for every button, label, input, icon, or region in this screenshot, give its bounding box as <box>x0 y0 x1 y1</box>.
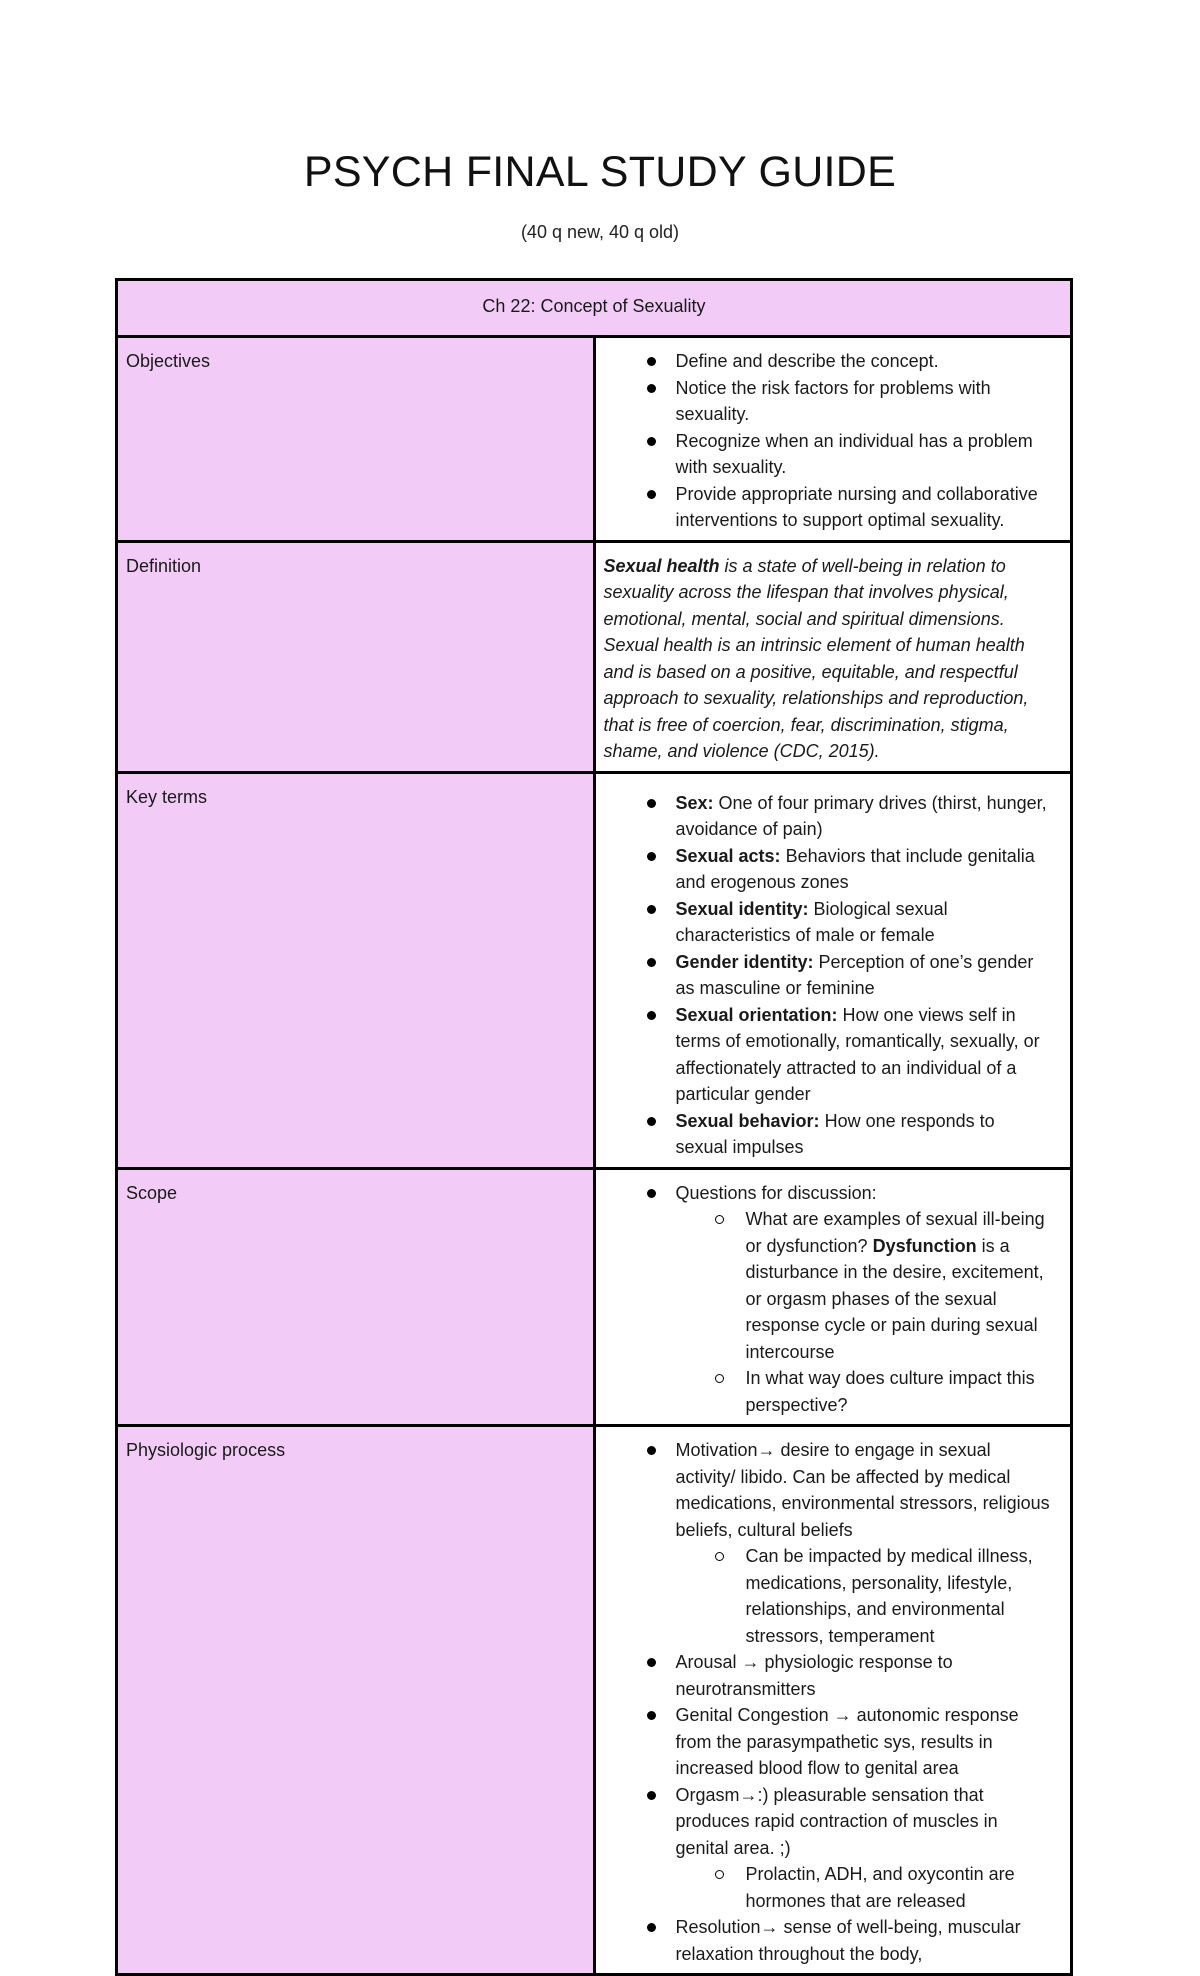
list-item <box>604 1180 1051 1419</box>
key-term: Sex: <box>675 792 714 813</box>
scope-q1-term: Dysfunction <box>872 1235 977 1256</box>
list-item <box>604 896 1051 949</box>
physiologic-row <box>117 1426 1072 1975</box>
key-term: Sexual acts: <box>675 845 781 866</box>
motivation-text: Motivation→ desire to engage in sexual activity/ libido. Can be affected by medical medications, environmental stressors, religious beliefs, cultural beliefs <box>675 1440 1050 1540</box>
key-terms-content <box>594 772 1072 1168</box>
objectives-row <box>117 337 1072 542</box>
key-term-desc: Biological sexual characteristics of male or female <box>675 898 948 945</box>
physiologic-content <box>594 1426 1072 1975</box>
definition-term: Sexual health <box>603 555 720 576</box>
key-term-desc: Behaviors that include genitalia and erogenous zones <box>675 845 1035 892</box>
list-item: Arousal → physiologic response to neurotransmitters <box>604 1649 1051 1702</box>
definition-content <box>594 541 1072 772</box>
key-term-desc: Perception of one’s gender as masculine or feminine <box>675 951 1034 998</box>
list-item <box>604 949 1051 1002</box>
list-item <box>604 790 1051 843</box>
definition-label: Definition <box>117 541 595 772</box>
definition-text: is a state of well-being in relation to sexuality across the lifespan that involves physical, emotional, mental, social and spiritual dimensions. Sexual health is an intrinsic element of human health and is based on a positive, equitable, and respectful approach to sexuality, relationships and reproduction, that is free of coercion, fear, discrimination, stigma, shame, and violence (CDC, 2015). <box>603 555 1029 761</box>
list-item <box>604 843 1051 896</box>
key-term-desc: How one views self in terms of emotionally, romantically, sexually, or affectionately attracted to an individual of a particular gender <box>675 1004 1040 1104</box>
sub-list-item: Prolactin, ADH, and oxycontin are hormones that are released <box>676 1861 1051 1914</box>
physiologic-label: Physiologic process <box>117 1426 595 1975</box>
key-term: Gender identity: <box>675 951 814 972</box>
chapter-title: Ch 22: Concept of Sexuality <box>117 280 1072 337</box>
sub-list-item <box>676 1206 1051 1365</box>
scope-row <box>117 1168 1072 1426</box>
orgasm-text: Orgasm→:) pleasurable sensation that produces rapid contraction of muscles in genital area. ;) <box>675 1784 998 1858</box>
scope-q1-text: What are examples of sexual ill-being or dysfunction? <box>745 1209 1045 1256</box>
key-terms-label: Key terms <box>117 772 595 1168</box>
list-item <box>604 1108 1051 1161</box>
key-term-desc: One of four primary drives (thirst, hunger, avoidance of pain) <box>675 792 1047 839</box>
list-item: Provide appropriate nursing and collaborative interventions to support optimal sexuality. <box>604 481 1051 534</box>
list-item: Recognize when an individual has a problem with sexuality. <box>604 428 1051 481</box>
list-item: Genital Congestion → autonomic response from the parasympathetic sys, results in increased blood flow to genital area <box>604 1702 1051 1782</box>
key-term: Sexual identity: <box>675 898 809 919</box>
scope-label: Scope <box>117 1168 595 1426</box>
sub-list-item: Can be impacted by medical illness, medications, personality, lifestyle, relationships, and environmental stressors, temperament <box>676 1543 1051 1649</box>
page-subtitle: (40 q new, 40 q old) <box>520 222 680 242</box>
chapter-header-row <box>117 280 1072 337</box>
scope-question-header: Questions for discussion: <box>675 1182 877 1203</box>
list-item: Resolution→ sense of well-being, muscular relaxation throughout the body, <box>604 1914 1051 1967</box>
study-guide-table <box>115 278 1073 1976</box>
objectives-content <box>594 337 1072 542</box>
sub-list-item: In what way does culture impact this perspective? <box>676 1365 1051 1418</box>
scope-content <box>594 1168 1072 1426</box>
list-item <box>604 1782 1051 1915</box>
list-item <box>604 1437 1051 1649</box>
key-term: Sexual orientation: <box>675 1004 838 1025</box>
list-item: Define and describe the concept. <box>604 348 1051 375</box>
key-term-desc: How one responds to sexual impulses <box>675 1110 995 1157</box>
scope-q1-desc: is a disturbance in the desire, excitement, or orgasm phases of the sexual response cycle or pain during sexual intercourse <box>745 1235 1044 1362</box>
definition-row <box>117 541 1072 772</box>
key-term: Sexual behavior: <box>675 1110 820 1131</box>
list-item: Notice the risk factors for problems with sexuality. <box>604 375 1051 428</box>
list-item <box>604 1002 1051 1108</box>
objectives-label: Objectives <box>117 337 595 542</box>
key-terms-row <box>117 772 1072 1168</box>
page-title: PSYCH FINAL STUDY GUIDE <box>303 148 897 196</box>
